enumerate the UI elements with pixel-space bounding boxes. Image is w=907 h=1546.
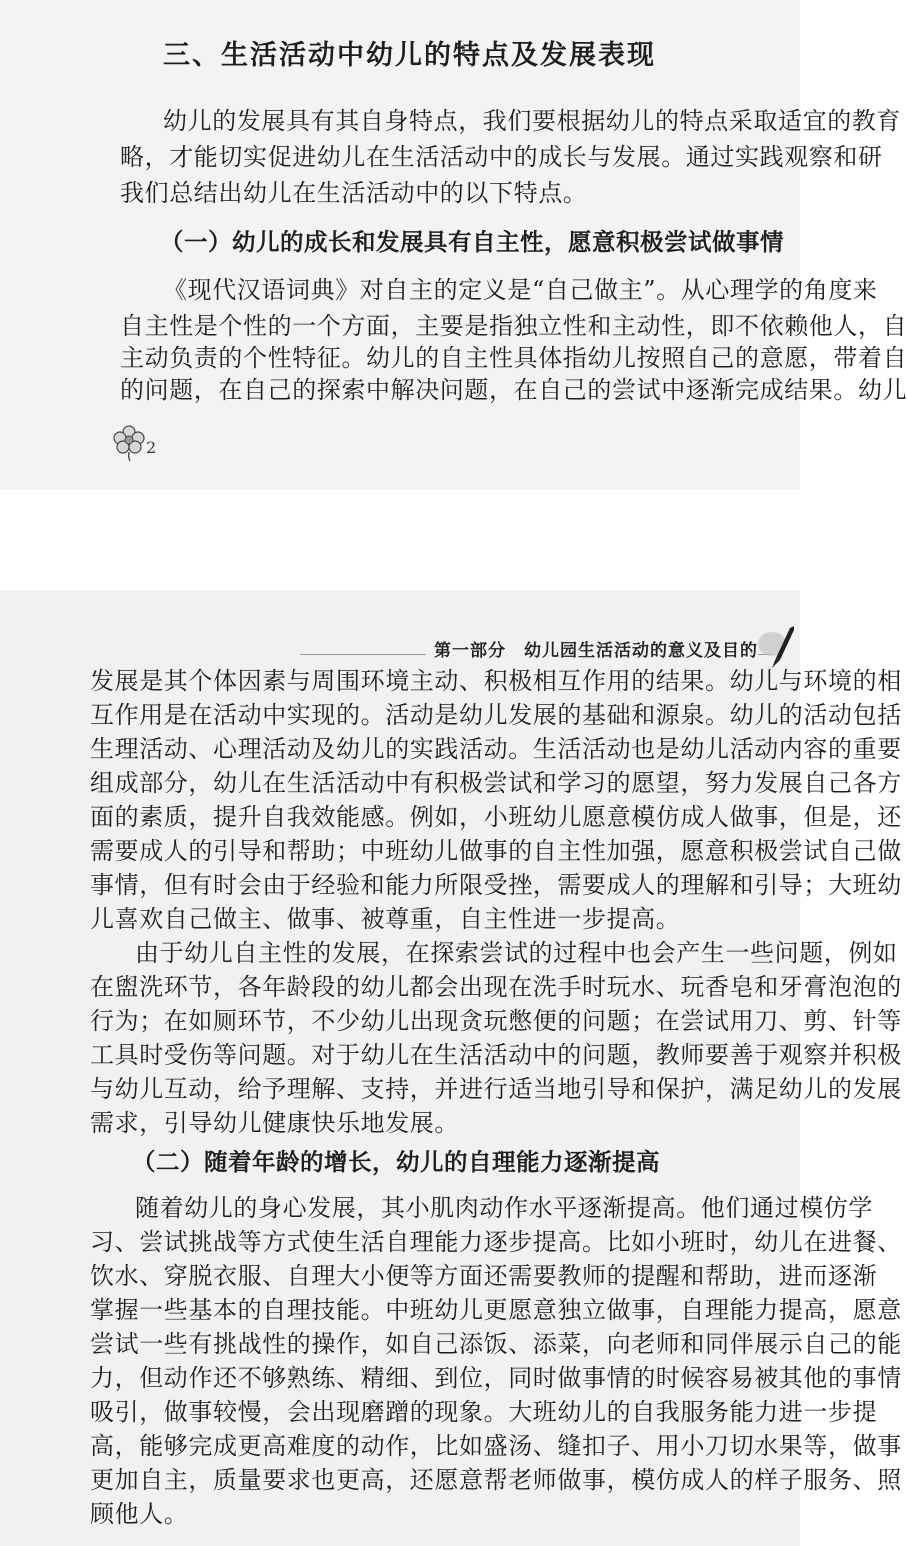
- body-line: 自主性是个性的一个方面，主要是指独立性和主动性，即不依赖他人，自: [120, 312, 907, 340]
- body-line: 由于幼儿自主性的发展，在探索尝试的过程中也会产生一些问题，例如: [135, 939, 898, 967]
- intro-line: 略，才能切实促进幼儿在生活活动中的成长与发展。通过实践观察和研: [120, 143, 883, 171]
- body-line: 随着幼儿的身心发展，其小肌肉动作水平逐渐提高。他们通过模仿学: [135, 1194, 873, 1222]
- section-heading: 三、生活活动中幼儿的特点及发展表现: [163, 40, 656, 71]
- body-line: 面的素质，提升自我效能感。例如，小班幼儿愿意模仿成人做事，但是，还: [90, 803, 902, 831]
- subheading-1: （一）幼儿的成长和发展具有自主性，愿意积极尝试做事情: [160, 228, 784, 256]
- body-line: 顾他人。: [90, 1500, 189, 1528]
- body-line: 互作用是在活动中实现的。活动是幼儿发展的基础和源泉。幼儿的活动包括: [90, 701, 902, 729]
- body-line: 发展是其个体因素与周围环境主动、积极相互作用的结果。幼儿与环境的相: [90, 667, 902, 695]
- body-line: 高，能够完成更高难度的动作，比如盛汤、缝扣子、用小刀切水果等，做事: [90, 1432, 902, 1460]
- body-line: 更加自主，质量要求也更高，还愿意帮老师做事，模仿成人的样子服务、照: [90, 1466, 902, 1494]
- upper-page: [0, 0, 907, 490]
- body-line: 饮水、穿脱衣服、自理大小便等方面还需要教师的提醒和帮助，进而逐渐: [90, 1262, 878, 1290]
- subheading-2: （二）随着年龄的增长，幼儿的自理能力逐渐提高: [132, 1148, 660, 1176]
- body-line: 组成部分，幼儿在生活活动中有积极尝试和学习的愿望，努力发展自己各方: [90, 769, 902, 797]
- running-header-text: 第一部分 幼儿园生活活动的意义及目的: [426, 636, 758, 661]
- body-line: 儿喜欢自己做主、做事、被尊重，自主性进一步提高。: [90, 905, 681, 933]
- intro-line: 我们总结出幼儿在生活活动中的以下特点。: [120, 179, 588, 207]
- body-line: 主动负责的个性特征。幼儿的自主性具体指幼儿按照自己的意愿，带着自: [120, 344, 907, 372]
- body-line: 生理活动、心理活动及幼儿的实践活动。生活活动也是幼儿活动内容的重要: [90, 735, 902, 763]
- body-line: 吸引，做事较慢，会出现磨蹭的现象。大班幼儿的自我服务能力进一步提: [90, 1398, 878, 1426]
- body-line: 需求，引导幼儿健康快乐地发展。: [90, 1109, 459, 1137]
- intro-line: 幼儿的发展具有其自身特点，我们要根据幼儿的特点采取适宜的教育: [163, 107, 901, 135]
- body-line: 的问题，在自己的探索中解决问题，在自己的尝试中逐渐完成结果。幼儿: [120, 376, 907, 404]
- body-line: 事情，但有时会由于经验和能力所限受挫，需要成人的理解和引导；大班幼: [90, 871, 902, 899]
- flower-icon: [112, 424, 146, 462]
- lower-page: [0, 590, 902, 1546]
- body-line: 力，但动作还不够熟练、精细、到位，同时做事情的时候容易被其他的事情: [90, 1364, 902, 1392]
- body-line: 行为；在如厕环节，不少幼儿出现贪玩憋便的问题；在尝试用刀、剪、针等: [90, 1007, 902, 1035]
- body-line: 工具时受伤等问题。对于幼儿在生活活动中的问题，教师要善于观察并积极: [90, 1041, 902, 1069]
- running-header: [0, 612, 800, 661]
- page-gap: [0, 490, 800, 590]
- body-line: 掌握一些基本的自理技能。中班幼儿更愿意独立做事，自理能力提高，愿意: [90, 1296, 902, 1324]
- body-line: 习、尝试挑战等方式使生活自理能力逐步提高。比如小班时，幼儿在进餐、: [90, 1228, 902, 1256]
- page-number: 2: [146, 438, 157, 457]
- body-line: 尝试一些有挑战性的操作，如自己添饭、添菜，向老师和同伴展示自己的能: [90, 1330, 902, 1358]
- body-line: 在盥洗环节，各年龄段的幼儿都会出现在洗手时玩水、玩香皂和牙膏泡泡的: [90, 973, 902, 1001]
- body-line: 《现代汉语词典》对自主的定义是“自己做主”。从心理学的角度来: [163, 276, 878, 304]
- body-line: 与幼儿互动，给予理解、支持，并进行适当地引导和保护，满足幼儿的发展: [90, 1075, 902, 1103]
- body-line: 需要成人的引导和帮助；中班幼儿做事的自主性加强，愿意积极尝试自己做: [90, 837, 902, 865]
